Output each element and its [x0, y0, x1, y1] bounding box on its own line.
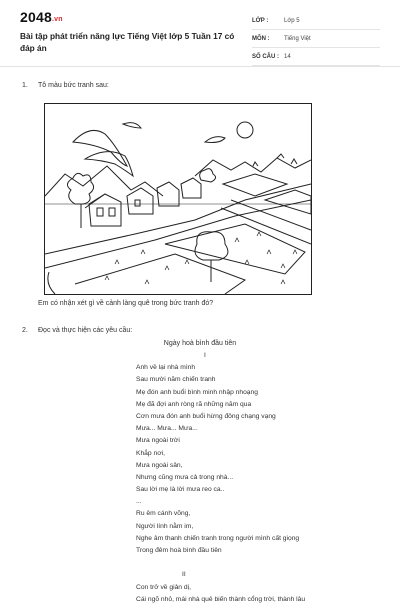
village-illustration: [44, 103, 312, 295]
question-prompt: Tô màu bức tranh sau:: [38, 82, 109, 89]
site-logo[interactable]: [20, 9, 63, 25]
house-shape: [89, 194, 121, 226]
meta-row-subject: [252, 30, 380, 48]
meta-value: Lớp 5: [284, 17, 300, 24]
bird-shape: [123, 123, 141, 128]
poem-line: Khắp nơi,: [136, 449, 165, 457]
poem-line: Nhưng cũng mưa cả trong nhà...: [136, 473, 234, 481]
poem-section-number: II: [182, 571, 186, 579]
meta-value: 14: [284, 53, 291, 60]
meta-row-count: [252, 48, 380, 66]
poem-line: Con trở về giản dị,: [136, 583, 191, 591]
poem-line: Mẹ đã đợi anh ròng rã những năm qua: [136, 400, 252, 408]
document-title: Bài tập phát triển năng lực Tiếng Việt lớp 5 Tuần 17 có đáp án: [20, 31, 235, 53]
meta-key: MÔN :: [252, 35, 270, 42]
page-header: [0, 0, 400, 67]
poem-line: Cái ngõ nhỏ, mái nhà quê biến thành cổng trời, thành lâu: [136, 595, 306, 603]
poem-line: Mưa ngoài sân,: [136, 461, 183, 469]
tree-shape: [200, 169, 216, 182]
mountain-left: [45, 166, 163, 196]
logo-suffix: .vn: [51, 16, 63, 23]
poem-line: Nghe âm thanh chiến tranh trong người mình cất giọng: [136, 534, 300, 542]
document-meta: [252, 12, 380, 66]
poem-line: Mưa... Mưa... Mưa...: [136, 425, 198, 433]
question-prompt: Đọc và thực hiện các yêu cầu:: [38, 327, 133, 334]
poem-line: [136, 557, 392, 569]
question-1-followup: [0, 300, 400, 310]
poem-line: Ru êm cánh võng,: [136, 510, 191, 518]
road-edge: [45, 200, 311, 268]
road-edge: [45, 184, 311, 254]
poem-body: [136, 350, 392, 606]
grass-marks: [105, 232, 297, 284]
meta-key: SỐ CÂU :: [252, 53, 279, 60]
meta-row-grade: [252, 12, 380, 30]
sun-shape: [237, 122, 253, 138]
field-plot: [223, 174, 287, 196]
poem-line: Anh về lại nhà mình: [136, 364, 196, 372]
poem-line: ...: [136, 498, 142, 506]
road-edge: [231, 200, 311, 230]
poem-line: Mưa ngoài trời: [136, 437, 180, 445]
meta-key: LỚP :: [252, 17, 269, 24]
bird-shape: [205, 137, 225, 143]
poem-section-number: I: [204, 352, 206, 359]
meta-value: Tiếng Việt: [284, 35, 311, 42]
house-shape: [181, 178, 201, 198]
question-number: 2.: [22, 327, 28, 334]
poem-line: Trong đêm hoà bình đầu tiên: [136, 547, 222, 554]
poem-line: Mẹ đón anh buổi bình minh nhập nhoạng: [136, 388, 258, 396]
poem-title: Ngày hoà bình đầu tiên: [163, 340, 237, 347]
poem-line: Cơn mưa đón anh buổi hừng đông chạng vạng: [136, 412, 276, 420]
poem-line: Sau lời mẹ là lời mưa reo ca..: [136, 486, 225, 494]
question-followup: Em có nhận xét gì về cảnh làng quê trong bức tranh đó?: [38, 300, 214, 307]
logo-text: 2048: [20, 9, 52, 25]
poem-line: Sau mười năm chiến tranh: [136, 376, 216, 384]
question-2: [0, 327, 400, 337]
poem-line: Người lính nằm im,: [136, 522, 194, 530]
question-number: 1.: [22, 82, 28, 89]
question-1: [0, 82, 400, 92]
